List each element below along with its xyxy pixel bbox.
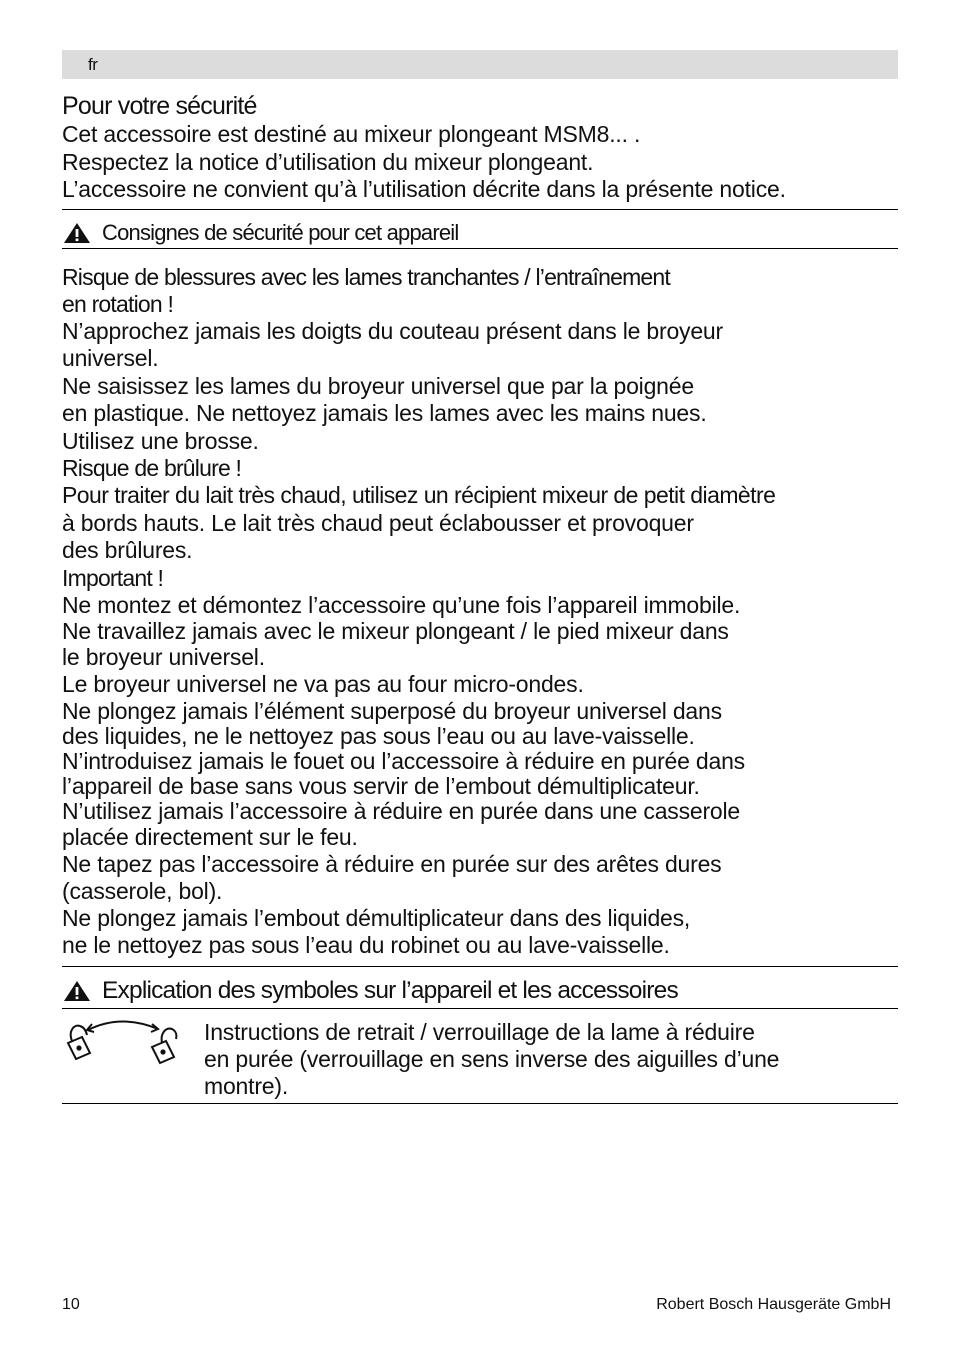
symbol-line: montre). <box>204 1072 289 1099</box>
important-line: (casserole, bol). <box>62 877 223 904</box>
important-line: N’introduisez jamais le fouet ou l’accessoire à réduire en purée dans <box>62 747 745 774</box>
important-line: placée directement sur le feu. <box>62 823 358 850</box>
intro-line: L’accessoire ne convient qu’à l’utilisation décrite dans la présente notice. <box>62 176 786 202</box>
blades-warning-title: Risque de blessures avec les lames tranchantes / l’entraînement <box>62 263 670 290</box>
intro-line: Respectez la notice d’utilisation du mixeur plongeant. <box>62 148 594 175</box>
lock-unlock-arrow-icon <box>62 1019 182 1067</box>
blades-line: N’approchez jamais les doigts du couteau présent dans le broyeur <box>62 317 723 344</box>
divider <box>62 966 898 967</box>
important-line: l’appareil de base sans vous servir de l’embout démultiplicateur. <box>62 772 700 799</box>
divider <box>62 209 898 210</box>
safety-heading <box>62 220 898 246</box>
safety-heading-text: Consignes de sécurité pour cet appareil <box>102 219 459 245</box>
important-title: Important ! <box>62 564 164 591</box>
warning-icon <box>62 222 92 244</box>
blades-warning-title: en rotation ! <box>62 290 174 317</box>
intro-section <box>62 91 898 204</box>
important-line: N’utilisez jamais l’accessoire à réduire en purée dans une casserole <box>62 797 741 824</box>
page-number: 10 <box>62 1296 80 1313</box>
warning-icon <box>62 980 92 1002</box>
divider <box>62 1103 898 1104</box>
symbols-heading <box>62 978 898 1004</box>
language-code: fr <box>88 55 98 74</box>
important-line: Le broyeur universel ne va pas au four micro-ondes. <box>62 670 584 697</box>
blades-line: en plastique. Ne nettoyez jamais les lames avec les mains nues. <box>62 400 707 426</box>
important-line: ne le nettoyez pas sous l’eau du robinet ou au lave-vaisselle. <box>62 931 670 958</box>
blades-line: universel. <box>62 345 159 371</box>
language-bar <box>62 50 898 79</box>
symbol-description <box>204 1019 779 1100</box>
burn-line: des brûlures. <box>62 537 193 563</box>
important-block <box>62 565 898 958</box>
footer-company: Robert Bosch Hausgeräte GmbH <box>656 1296 891 1313</box>
safety-title: Pour votre sécurité <box>62 92 257 120</box>
important-line: le broyeur universel. <box>62 643 265 670</box>
important-line: Ne travaillez jamais avec le mixeur plongeant / le pied mixeur dans <box>62 617 729 644</box>
symbol-row <box>62 1019 898 1100</box>
blades-line: Utilisez une brosse. <box>62 427 259 454</box>
blades-line: Ne saisissez les lames du broyeur universel que par la poignée <box>62 372 694 399</box>
important-line: des liquides, ne le nettoyez pas sous l’eau ou au lave-vaisselle. <box>62 722 695 749</box>
burn-line: à bords hauts. Le lait très chaud peut éclabousser et provoquer <box>62 509 694 536</box>
burn-line: Pour traiter du lait très chaud, utilisez un récipient mixeur de petit diamètre <box>62 482 776 508</box>
page-content <box>62 88 898 1104</box>
symbol-line: en purée (verrouillage en sens inverse des aiguilles d’une <box>204 1045 780 1072</box>
symbol-line: Instructions de retrait / verrouillage de la lame à réduire <box>204 1018 755 1045</box>
intro-line: Cet accessoire est destiné au mixeur plongeant MSM8... . <box>62 121 641 147</box>
symbol-cell <box>62 1019 204 1072</box>
important-line: Ne tapez pas l’accessoire à réduire en purée sur des arêtes dures <box>62 850 722 877</box>
burn-warning-title: Risque de brûlure ! <box>62 455 242 481</box>
burn-block <box>62 455 898 565</box>
divider <box>62 248 898 249</box>
divider <box>62 1008 898 1009</box>
important-line: Ne plongez jamais l’embout démultiplicateur dans des liquides, <box>62 904 691 931</box>
blades-block <box>62 264 898 456</box>
symbols-heading-text: Explication des symboles sur l’appareil et les accessoires <box>102 976 678 1004</box>
important-line: Ne plongez jamais l’élément superposé du broyeur universel dans <box>62 697 722 724</box>
important-line: Ne montez et démontez l’accessoire qu’une fois l’appareil immobile. <box>62 591 741 618</box>
